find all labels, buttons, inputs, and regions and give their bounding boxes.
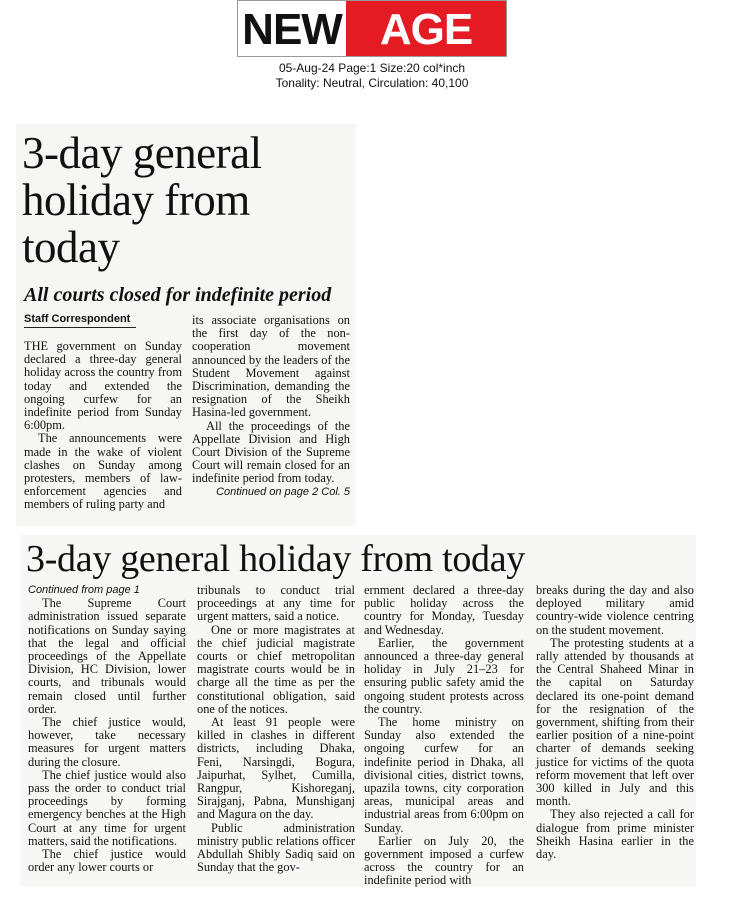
logo-text-age: AGE [346,1,506,56]
paragraph: Public administration ministry public relations officer Abdullah Shibly Sadiq said on Sunday that the gov- [197,820,355,875]
clipping-meta-tonality: Tonality: Neutral, Circulation: 40,100 [275,76,469,90]
paragraph: The protesting students at a rally attended by thousands at the Central Shaheed Minar in the capital on Saturday declared its one-point demand for the resignation of the government, shifting from their earlier position of a nine-point charter of demands seeking justice for victims of the quota reform movement that left over 300 killed in July and this month. [536,635,694,809]
paragraph: Earlier, the government announced a three-day general holiday in July 21–23 for ensuring public safety amid the ongoing student protests across the country. [364,635,524,716]
paragraph: The home ministry on Sunday also extended the ongoing curfew for an indefinite period in Dhaka, all divisional cities, district towns, upazila towns, city corporation areas, municipal areas and industrial areas from 6:00pm on Sunday. [364,715,524,835]
paragraph: They also rejected a call for dialogue from prime minister Sheikh Hasina earlier in the day. [536,807,694,862]
paragraph: breaks during the day and also deployed military amid country-wide violence centring on the student movement. [536,583,694,637]
paragraph: The Supreme Court administration issued separate notifications on Sunday saying that the legal and official proceedings of the Appellate Division, HC Division, lower courts, and tribunals would remain closed until further order. [28,596,186,716]
paragraph: The announcements were made in the wake of violent clashes on Sunday among protesters, members of law-enforcement agencies and members of ruling party and [24,431,182,512]
paragraph: its associate organisations on the first day of the non-cooperation movement announced by the leaders of the Student Movement against Discrimination, demanding the resignation of the Sheikh Hasina-led government. [192,313,350,420]
paragraph: Earlier on July 20, the government imposed a curfew across the country for an indefinite period with [364,833,524,888]
paragraph: THE government on Sunday declared a three-day general holiday across the country from today and extended the ongoing curfew for an indefinite period from Sunday 6:00pm. [24,339,182,433]
continued-note: Continued on page 2 Col. 5 [216,485,350,498]
jump-page-headline: 3-day general holiday from today [26,538,526,580]
jump-column-3 [364,584,524,888]
front-page-column-2 [192,314,350,499]
newspaper-logo [237,0,507,57]
paragraph: tribunals to conduct trial proceedings at any time for urgent matters, said a notice. [197,583,355,624]
jump-column-1 [28,584,186,874]
front-page-headline: 3-day general holiday from today [22,128,262,272]
paragraph: One or more magistrates at the chief judicial magistrate courts or chief metropolitan magistrate courts would be in charge all the time as per the constitutional obligation, said one of the notices. [197,622,355,716]
logo-text-new: NEW [238,1,346,56]
paragraph: ernment declared a three-day public holiday across the country for Monday, Tuesday and Wednesday. [364,583,524,637]
continued-from-note: Continued from page 1 [28,584,140,596]
paragraph: All the proceedings of the Appellate Division and High Court Division of the Supreme Court will remain closed for an indefinite period from today. [192,418,350,486]
jump-column-4 [536,584,694,861]
paragraph: At least 91 people were killed in clashes in different districts, including Dhaka, Feni, Narsingdi, Bogura, Jaipurhat, Sylhet, Cumilla, Rangpur, Kishoreganj, Sirajganj, Pabna, Munshiganj and Magura on the day. [197,715,355,822]
byline: Staff Correspondent [24,313,136,328]
front-page-deck: All courts closed for indefinite period [24,284,332,306]
jump-column-2 [197,584,355,874]
paragraph: The chief justice would also pass the order to conduct trial proceedings by forming emergency benches at the High Court at any time for urgent matters, said the notifications. [28,767,186,848]
paragraph: The chief justice would, however, take necessary measures for urgent matters during the closure. [28,715,186,769]
front-page-column-1 [24,340,182,512]
paragraph: The chief justice would order any lower courts or [28,847,186,875]
clipping-meta-date-page: 05-Aug-24 Page:1 Size:20 col*inch [278,61,466,75]
